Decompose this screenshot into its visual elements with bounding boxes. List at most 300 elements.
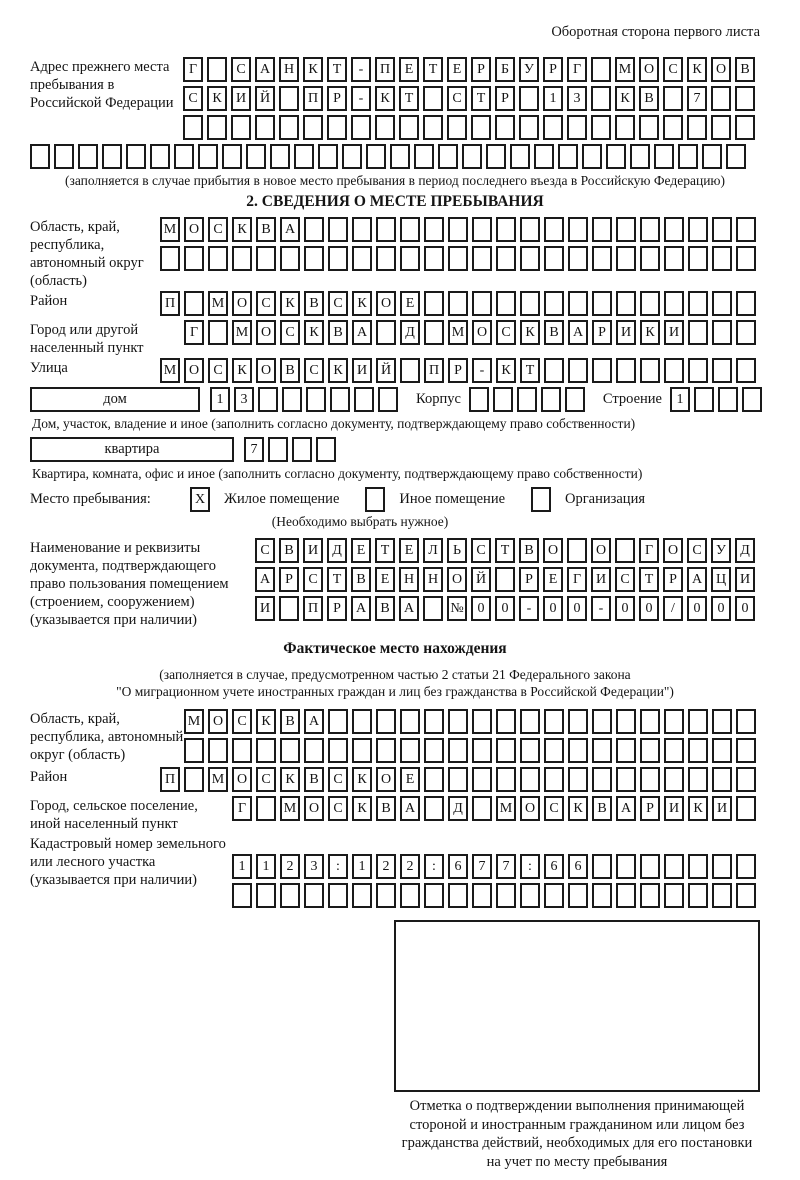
inoe-label: Иное помещение — [399, 490, 506, 507]
char-cell: Т — [495, 538, 515, 563]
char-cell — [678, 144, 698, 169]
char-cell — [568, 358, 588, 383]
char-cell — [207, 57, 227, 82]
char-cell — [414, 144, 434, 169]
s2-gorod-row — [184, 320, 760, 345]
char-cell — [736, 217, 756, 242]
char-cell — [735, 115, 755, 140]
char-cell: И — [664, 796, 684, 821]
prev-address-row-4 — [30, 144, 760, 169]
char-cell: С — [328, 767, 348, 792]
char-cell — [664, 246, 684, 271]
char-cell — [541, 387, 561, 412]
char-cell: В — [351, 567, 371, 592]
char-cell: Е — [399, 57, 419, 82]
char-cell — [639, 115, 659, 140]
char-cell — [198, 144, 218, 169]
char-cell — [592, 709, 612, 734]
char-cell — [616, 767, 636, 792]
char-cell — [582, 144, 602, 169]
char-cell — [615, 538, 635, 563]
char-cell — [390, 144, 410, 169]
char-cell: П — [424, 358, 444, 383]
char-cell: И — [712, 796, 732, 821]
char-cell — [30, 144, 50, 169]
s2-oblast-label: Область, край, республика, автономный округ (область) — [30, 219, 144, 289]
char-cell — [493, 387, 513, 412]
char-cell: Ц — [711, 567, 731, 592]
char-cell — [232, 883, 252, 908]
char-cell — [565, 387, 585, 412]
char-cell: О — [304, 796, 324, 821]
char-cell: Т — [520, 358, 540, 383]
char-cell — [712, 883, 732, 908]
char-cell: 0 — [711, 596, 731, 621]
char-cell — [304, 883, 324, 908]
char-cell: 0 — [495, 596, 515, 621]
char-cell — [520, 246, 540, 271]
char-cell: Н — [423, 567, 443, 592]
char-cell: К — [687, 57, 707, 82]
char-cell: М — [496, 796, 516, 821]
s2-oblast-row-1 — [160, 217, 760, 242]
char-cell — [736, 291, 756, 316]
char-cell — [544, 767, 564, 792]
char-cell — [640, 217, 660, 242]
char-cell: А — [304, 709, 324, 734]
char-cell — [520, 291, 540, 316]
char-cell: Н — [399, 567, 419, 592]
char-cell: Б — [495, 57, 515, 82]
char-cell: О — [520, 796, 540, 821]
char-cell: С — [183, 86, 203, 111]
char-cell — [567, 115, 587, 140]
char-cell — [376, 246, 396, 271]
char-cell: Ь — [447, 538, 467, 563]
char-cell: К — [375, 86, 395, 111]
char-cell: М — [280, 796, 300, 821]
char-cell — [664, 738, 684, 763]
char-cell: И — [255, 596, 275, 621]
dom-line — [30, 387, 760, 412]
char-cell: С — [687, 538, 707, 563]
char-cell — [447, 115, 467, 140]
char-cell: 3 — [567, 86, 587, 111]
char-cell — [496, 709, 516, 734]
char-cell: Т — [327, 567, 347, 592]
char-cell — [424, 767, 444, 792]
char-cell — [736, 767, 756, 792]
char-cell — [568, 291, 588, 316]
char-cell — [102, 144, 122, 169]
char-cell: Г — [183, 57, 203, 82]
char-cell — [184, 246, 204, 271]
char-cell: П — [303, 86, 323, 111]
char-cell — [208, 246, 228, 271]
char-cell: А — [255, 567, 275, 592]
char-cell — [592, 883, 612, 908]
char-cell: 0 — [543, 596, 563, 621]
char-cell: П — [303, 596, 323, 621]
char-cell — [304, 738, 324, 763]
kvartira-cells — [244, 437, 340, 462]
char-cell — [280, 883, 300, 908]
char-cell — [688, 854, 708, 879]
char-cell: К — [207, 86, 227, 111]
char-cell: 6 — [544, 854, 564, 879]
char-cell — [712, 246, 732, 271]
char-cell: К — [303, 57, 323, 82]
dom-cells — [210, 387, 402, 412]
char-cell: О — [639, 57, 659, 82]
char-cell — [424, 217, 444, 242]
char-cell — [688, 217, 708, 242]
char-cell — [472, 738, 492, 763]
char-cell — [496, 217, 516, 242]
char-cell — [519, 115, 539, 140]
char-cell: К — [232, 217, 252, 242]
char-cell: 1 — [256, 854, 276, 879]
char-cell — [376, 217, 396, 242]
char-cell — [640, 767, 660, 792]
char-cell — [520, 217, 540, 242]
char-cell: К — [304, 320, 324, 345]
char-cell — [640, 709, 660, 734]
char-cell — [568, 767, 588, 792]
fact-oblast-block — [30, 709, 760, 767]
char-cell: С — [544, 796, 564, 821]
fact-oblast-row-1 — [184, 709, 760, 734]
char-cell — [424, 320, 444, 345]
char-cell: С — [496, 320, 516, 345]
char-cell — [544, 358, 564, 383]
char-cell — [712, 709, 732, 734]
char-cell: Е — [400, 767, 420, 792]
char-cell — [630, 144, 650, 169]
char-cell — [448, 217, 468, 242]
char-cell: А — [568, 320, 588, 345]
char-cell — [616, 883, 636, 908]
char-cell — [616, 217, 636, 242]
char-cell: - — [351, 86, 371, 111]
char-cell — [592, 291, 612, 316]
char-cell — [688, 246, 708, 271]
korpus-label: Корпус — [416, 390, 461, 407]
char-cell — [160, 246, 180, 271]
char-cell: Р — [495, 86, 515, 111]
s2-oblast-row-2 — [160, 246, 760, 271]
s2-ulitsa-label: Улица — [30, 359, 68, 376]
char-cell — [712, 854, 732, 879]
char-cell — [568, 246, 588, 271]
s2-raion-label: Район — [30, 292, 68, 309]
char-cell: Л — [423, 538, 443, 563]
char-cell: С — [615, 567, 635, 592]
char-cell: 7 — [244, 437, 264, 462]
char-cell — [256, 796, 276, 821]
char-cell: К — [640, 320, 660, 345]
char-cell: О — [184, 217, 204, 242]
char-cell — [400, 358, 420, 383]
s2-gorod-block — [30, 320, 760, 358]
char-cell: У — [711, 538, 731, 563]
char-cell — [640, 358, 660, 383]
char-cell: 1 — [352, 854, 372, 879]
char-cell — [688, 883, 708, 908]
char-cell — [472, 291, 492, 316]
char-cell — [711, 115, 731, 140]
char-cell — [736, 320, 756, 345]
char-cell: И — [664, 320, 684, 345]
char-cell — [472, 709, 492, 734]
char-cell — [736, 358, 756, 383]
char-cell: 3 — [304, 854, 324, 879]
char-cell: С — [255, 538, 275, 563]
char-cell — [316, 437, 336, 462]
char-cell: И — [735, 567, 755, 592]
char-cell — [328, 217, 348, 242]
char-cell: А — [687, 567, 707, 592]
char-cell — [592, 217, 612, 242]
char-cell: С — [208, 217, 228, 242]
char-cell — [376, 738, 396, 763]
char-cell — [376, 883, 396, 908]
char-cell — [712, 291, 732, 316]
char-cell — [712, 217, 732, 242]
char-cell: П — [375, 57, 395, 82]
char-cell — [256, 246, 276, 271]
char-cell — [352, 217, 372, 242]
mesto-note: (Необходимо выбрать нужное) — [271, 513, 449, 529]
char-cell: Р — [327, 86, 347, 111]
char-cell: Т — [399, 86, 419, 111]
char-cell: О — [256, 320, 276, 345]
char-cell — [688, 738, 708, 763]
char-cell — [351, 115, 371, 140]
char-cell — [544, 883, 564, 908]
char-cell: В — [376, 796, 396, 821]
char-cell: И — [352, 358, 372, 383]
char-cell: Е — [399, 538, 419, 563]
char-cell — [376, 320, 396, 345]
char-cell: А — [400, 796, 420, 821]
char-cell: К — [232, 358, 252, 383]
char-cell — [304, 246, 324, 271]
zhiloe-checkbox — [190, 487, 214, 512]
char-cell: В — [280, 709, 300, 734]
char-cell: К — [280, 767, 300, 792]
kadastr-row-1 — [232, 854, 760, 879]
char-cell — [616, 738, 636, 763]
char-cell: Е — [447, 57, 467, 82]
char-cell: И — [616, 320, 636, 345]
char-cell: Г — [639, 538, 659, 563]
char-cell — [399, 115, 419, 140]
char-cell: К — [280, 291, 300, 316]
document-label: Наименование и реквизиты документа, подтверждающего право пользования помещением (строением, сооружением) (указывается при наличии) — [30, 539, 229, 628]
char-cell — [544, 246, 564, 271]
char-cell: О — [256, 358, 276, 383]
char-cell — [592, 358, 612, 383]
char-cell — [294, 144, 314, 169]
char-cell — [279, 596, 299, 621]
stamp-area — [394, 920, 760, 1172]
char-cell — [279, 115, 299, 140]
char-cell: Е — [400, 291, 420, 316]
char-cell — [531, 487, 551, 512]
document-row-3 — [255, 596, 759, 621]
char-cell: К — [328, 358, 348, 383]
s2-raion-block — [30, 291, 760, 320]
char-cell — [496, 291, 516, 316]
kadastr-block — [30, 834, 760, 912]
char-cell — [424, 738, 444, 763]
char-cell: В — [639, 86, 659, 111]
char-cell: 1 — [543, 86, 563, 111]
fact-oblast-row-2 — [184, 738, 760, 763]
prev-address-block — [30, 57, 760, 144]
fact-raion-row — [160, 767, 760, 792]
char-cell: О — [232, 767, 252, 792]
char-cell — [462, 144, 482, 169]
char-cell — [616, 854, 636, 879]
char-cell: С — [471, 538, 491, 563]
fact-title: Фактическое место нахождения — [283, 639, 507, 657]
char-cell — [702, 144, 722, 169]
char-cell: А — [280, 217, 300, 242]
char-cell: В — [304, 291, 324, 316]
char-cell — [400, 738, 420, 763]
char-cell: О — [447, 567, 467, 592]
char-cell — [568, 883, 588, 908]
char-cell — [472, 767, 492, 792]
char-cell — [448, 738, 468, 763]
char-cell — [472, 883, 492, 908]
char-cell — [520, 738, 540, 763]
char-cell: О — [208, 709, 228, 734]
kvartira-line — [30, 437, 760, 462]
char-cell: П — [160, 767, 180, 792]
char-cell — [544, 291, 564, 316]
char-cell — [327, 115, 347, 140]
char-cell — [616, 291, 636, 316]
char-cell: Т — [327, 57, 347, 82]
char-cell — [496, 738, 516, 763]
char-cell: Е — [543, 567, 563, 592]
char-cell: И — [231, 86, 251, 111]
char-cell — [423, 115, 443, 140]
char-cell: К — [352, 796, 372, 821]
char-cell: 1 — [670, 387, 690, 412]
char-cell: С — [256, 767, 276, 792]
char-cell: - — [519, 596, 539, 621]
char-cell: К — [688, 796, 708, 821]
char-cell: 7 — [687, 86, 707, 111]
char-cell: 0 — [615, 596, 635, 621]
char-cell: М — [232, 320, 252, 345]
char-cell — [664, 291, 684, 316]
fact-raion-block — [30, 767, 760, 796]
char-cell — [544, 709, 564, 734]
char-cell — [592, 854, 612, 879]
char-cell — [423, 86, 443, 111]
char-cell — [520, 709, 540, 734]
prev-address-rows — [183, 57, 759, 144]
char-cell: Д — [327, 538, 347, 563]
char-cell — [328, 709, 348, 734]
char-cell: С — [256, 291, 276, 316]
char-cell — [469, 387, 489, 412]
char-cell — [423, 596, 443, 621]
char-cell: Г — [567, 57, 587, 82]
char-cell — [256, 738, 276, 763]
stamp-box — [394, 920, 760, 1092]
char-cell: Р — [519, 567, 539, 592]
char-cell — [184, 738, 204, 763]
char-cell: Й — [376, 358, 396, 383]
char-cell: С — [304, 358, 324, 383]
stroenie-label: Строение — [602, 390, 662, 407]
char-cell — [726, 144, 746, 169]
char-cell — [640, 246, 660, 271]
char-cell: О — [472, 320, 492, 345]
char-cell — [424, 709, 444, 734]
char-cell — [688, 320, 708, 345]
char-cell — [352, 738, 372, 763]
char-cell — [424, 246, 444, 271]
char-cell: Р — [640, 796, 660, 821]
char-cell — [376, 709, 396, 734]
char-cell: 0 — [567, 596, 587, 621]
char-cell: В — [544, 320, 564, 345]
char-cell: К — [256, 709, 276, 734]
prev-address-row-3 — [183, 115, 759, 140]
char-cell: Е — [351, 538, 371, 563]
char-cell: Р — [279, 567, 299, 592]
char-cell — [664, 709, 684, 734]
char-cell — [352, 709, 372, 734]
char-cell — [534, 144, 554, 169]
char-cell — [448, 709, 468, 734]
char-cell: М — [160, 358, 180, 383]
char-cell — [517, 387, 537, 412]
char-cell: 0 — [471, 596, 491, 621]
dom-field-box: дом — [30, 387, 200, 412]
char-cell: С — [303, 567, 323, 592]
char-cell — [472, 217, 492, 242]
char-cell — [736, 854, 756, 879]
char-cell: 1 — [232, 854, 252, 879]
char-cell — [712, 358, 732, 383]
char-cell — [592, 738, 612, 763]
char-cell — [640, 291, 660, 316]
char-cell — [354, 387, 374, 412]
char-cell — [735, 86, 755, 111]
prev-address-label: Адрес прежнего места пребывания в Российской Федерации — [30, 59, 174, 111]
char-cell — [424, 796, 444, 821]
s2-raion-row — [160, 291, 760, 316]
char-cell — [606, 144, 626, 169]
char-cell: С — [231, 57, 251, 82]
char-cell: 7 — [472, 854, 492, 879]
char-cell: : — [328, 854, 348, 879]
char-cell: Т — [471, 86, 491, 111]
char-cell — [328, 246, 348, 271]
char-cell — [378, 387, 398, 412]
char-cell: О — [663, 538, 683, 563]
char-cell — [150, 144, 170, 169]
char-cell: О — [711, 57, 731, 82]
